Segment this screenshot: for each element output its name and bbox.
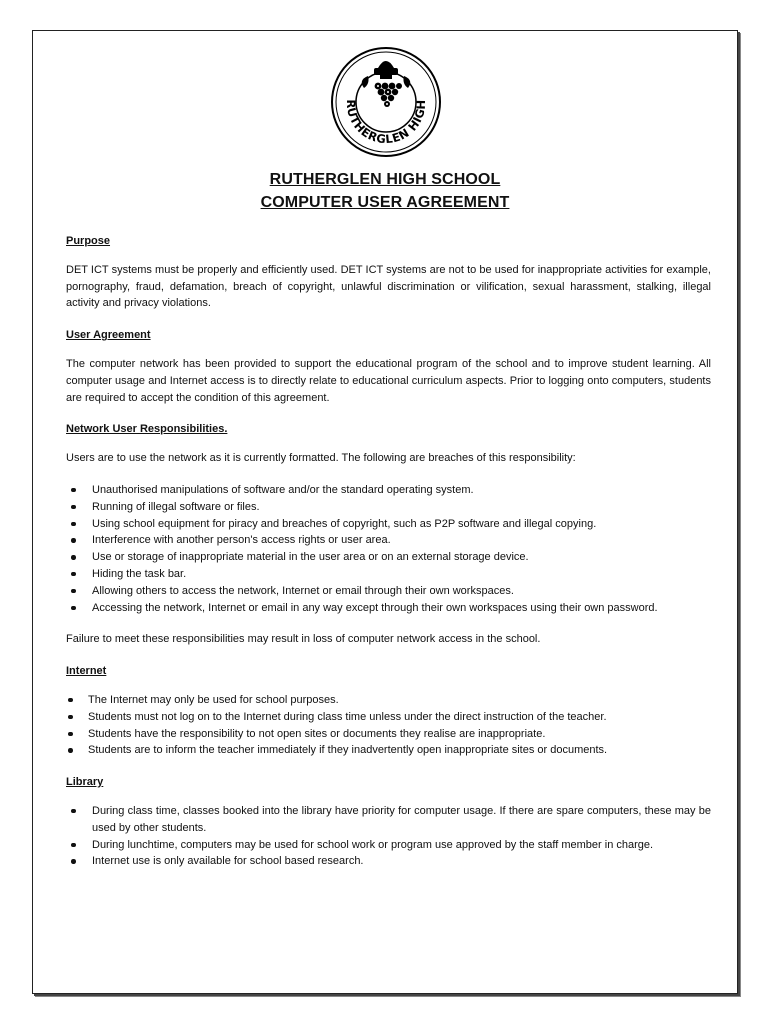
list-item: The Internet may only be used for school purposes. [66,692,711,709]
purpose-text: DET ICT systems must be properly and efficiently used. DET ICT systems are not to be used for inappropriate activities for example, pornography, fraud, defamation, breach of copyright, unlawful discrimination or vilification, sexual harassment, stalking, illegal activity and privacy violations. [66,263,711,310]
school-crest-logo [330,46,442,158]
network-list [66,482,711,616]
list-item: Running of illegal software or files. [66,499,711,516]
list-item: Unauthorised manipulations of software and/or the standard operating system. [66,482,711,499]
list-item: During lunchtime, computers may be used for school work or program use approved by the staff member in charge. [66,837,711,854]
purpose-heading: Purpose [66,235,111,247]
list-item: Hiding the task bar. [66,566,711,583]
list-item: Interference with another person's access rights or user area. [66,532,711,549]
list-item: During class time, classes booked into the library have priority for computer usage. If there are spare computers, these may be used by other students. [66,803,711,837]
list-item: Students have the responsibility to not open sites or documents they realise are inappropriate. [66,726,711,743]
network-heading: Network User Responsibilities. [66,423,228,436]
list-item: Use or storage of inappropriate material in the user area or on an external storage device. [66,549,711,566]
document-title: RUTHERGLEN HIGH SCHOOL [269,171,501,188]
list-item: Accessing the network, Internet or email in any way except through their own workspaces using their own password. [66,600,711,617]
user-agreement-heading: User Agreement [66,329,151,342]
svg-text:RUTHERGLEN HIGH: RUTHERGLEN HIGH [343,99,429,147]
network-footer: Failure to meet these responsibilities may result in loss of computer network access in the school. [66,633,541,646]
list-item: Students are to inform the teacher immediately if they inadvertently open inappropriate sites or documents. [66,742,711,759]
list-item: Students must not log on to the Internet during class time unless under the direct instruction of the teacher. [66,709,711,726]
library-heading: Library [66,776,104,789]
network-intro: Users are to use the network as it is currently formatted. The following are breaches of this responsibility: [66,452,576,465]
list-item: Using school equipment for piracy and breaches of copyright, such as P2P software and illegal copying. [66,516,711,533]
library-list [66,803,711,870]
document-body [66,233,711,870]
user-agreement-text: The computer network has been provided to support the educational program of the school and to improve student learning. All computer usage and Internet access is to directly relate to educational curriculum aspects. Prior to logging onto computers, students are required to accept the condition of this agreement. [66,357,711,404]
internet-list [66,692,711,759]
document-subtitle: COMPUTER USER AGREEMENT [260,194,510,211]
internet-heading: Internet [66,665,107,678]
list-item: Internet use is only available for school based research. [66,853,711,870]
list-item: Allowing others to access the network, Internet or email through their own workspaces. [66,583,711,600]
